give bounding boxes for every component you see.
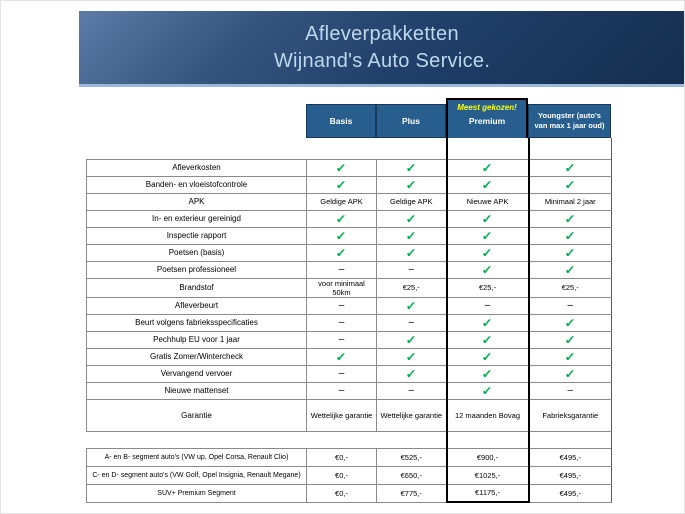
cell xyxy=(529,314,612,331)
check-icon: ✓ xyxy=(481,211,494,226)
cell-text: €900,- xyxy=(447,448,529,466)
check-icon: ✓ xyxy=(335,211,348,226)
check-icon: ✓ xyxy=(564,245,576,260)
check-icon: ✓ xyxy=(564,211,576,226)
check-icon: ✓ xyxy=(405,177,417,192)
cell xyxy=(307,159,377,176)
cell-text: €25,- xyxy=(377,278,447,297)
cell xyxy=(307,382,377,399)
row-label: A- en B- segment auto's (VW up, Opel Corsa, Renault Clio) xyxy=(87,448,307,466)
cell xyxy=(377,176,447,193)
cell-text: Wettelijke garantie xyxy=(307,399,377,431)
cell-text: Fabrieksgarantie xyxy=(529,399,612,431)
dash-icon: – xyxy=(567,384,574,396)
cell-text: €650,- xyxy=(377,466,447,484)
spacer-cell xyxy=(447,431,529,448)
cell xyxy=(447,227,529,244)
check-icon: ✓ xyxy=(481,228,494,243)
cell-text: Minimaal 2 jaar xyxy=(529,193,612,210)
feature-row xyxy=(87,331,612,348)
row-label: Poetsen professioneel xyxy=(87,261,307,278)
spacer-cell xyxy=(87,431,307,448)
spacer-cell xyxy=(87,138,307,159)
price-row xyxy=(87,448,612,466)
banner-title-line1: Afleverpakketten xyxy=(305,22,459,45)
most-chosen-badge: Meest gekozen! xyxy=(457,103,517,112)
cell xyxy=(377,382,447,399)
check-icon: ✓ xyxy=(564,349,576,364)
check-icon: ✓ xyxy=(481,366,494,381)
check-icon: ✓ xyxy=(564,228,576,243)
cell xyxy=(377,314,447,331)
check-icon: ✓ xyxy=(335,228,348,243)
package-grid xyxy=(86,138,612,503)
cell xyxy=(307,348,377,365)
cell-text: €1175,- xyxy=(447,484,529,502)
cell xyxy=(529,210,612,227)
cell xyxy=(529,244,612,261)
dash-icon: – xyxy=(338,333,345,345)
check-icon: ✓ xyxy=(481,383,494,398)
check-icon: ✓ xyxy=(481,349,494,364)
check-icon: ✓ xyxy=(405,245,417,260)
check-icon: ✓ xyxy=(405,366,417,381)
row-label: Beurt volgens fabrieksspecificaties xyxy=(87,314,307,331)
feature-row xyxy=(87,176,612,193)
check-icon: ✓ xyxy=(405,332,417,347)
check-icon: ✓ xyxy=(481,177,494,192)
check-icon: ✓ xyxy=(564,177,576,192)
cell-text: €1025,- xyxy=(447,466,529,484)
cell-text: voor minimaal 50km xyxy=(307,278,377,297)
cell xyxy=(307,297,377,314)
dash-icon: – xyxy=(408,316,415,328)
feature-row xyxy=(87,399,612,431)
cell xyxy=(377,159,447,176)
cell xyxy=(529,365,612,382)
row-label: Afleverkosten xyxy=(87,159,307,176)
check-icon: ✓ xyxy=(564,160,576,175)
cell xyxy=(377,297,447,314)
feature-row xyxy=(87,159,612,176)
cell-text: Geldige APK xyxy=(377,193,447,210)
cell-text: €0,- xyxy=(307,484,377,502)
cell xyxy=(447,176,529,193)
spacer-row xyxy=(87,431,612,448)
cell xyxy=(447,159,529,176)
price-row xyxy=(87,466,612,484)
cell-text: Nieuwe APK xyxy=(447,193,529,210)
cell xyxy=(529,227,612,244)
banner-title-line2: Wijnand's Auto Service. xyxy=(273,49,491,72)
row-label: Afleverbeurt xyxy=(87,297,307,314)
feature-row xyxy=(87,382,612,399)
spacer-cell xyxy=(307,431,377,448)
row-label: Vervangend vervoer xyxy=(87,365,307,382)
dash-icon: – xyxy=(408,263,415,275)
cell xyxy=(307,244,377,261)
header-corner xyxy=(86,104,306,138)
cell xyxy=(447,314,529,331)
dash-icon: – xyxy=(567,299,574,311)
row-label: Inspectie rapport xyxy=(87,227,307,244)
cell xyxy=(447,348,529,365)
check-icon: ✓ xyxy=(564,262,576,277)
check-icon: ✓ xyxy=(481,315,494,330)
cell xyxy=(307,314,377,331)
cell xyxy=(529,261,612,278)
package-table-body xyxy=(87,138,612,502)
check-icon: ✓ xyxy=(481,160,494,175)
check-icon: ✓ xyxy=(481,245,494,260)
cell xyxy=(377,244,447,261)
price-row xyxy=(87,484,612,502)
cell-text: €775,- xyxy=(377,484,447,502)
cell xyxy=(377,365,447,382)
cell xyxy=(447,210,529,227)
row-label: SUV+ Premium Segment xyxy=(87,484,307,502)
cell xyxy=(307,365,377,382)
feature-row xyxy=(87,244,612,261)
cell-text: €25,- xyxy=(529,278,612,297)
banner xyxy=(79,11,685,87)
cell xyxy=(529,176,612,193)
cell-text: €495,- xyxy=(529,466,612,484)
check-icon: ✓ xyxy=(405,211,417,226)
spacer-cell xyxy=(529,138,612,159)
feature-row xyxy=(87,227,612,244)
spacer-cell xyxy=(377,431,447,448)
row-label: Brandstof xyxy=(87,278,307,297)
row-label: C- en D- segment auto's (VW Golf, Opel Insignia, Renault Megane) xyxy=(87,466,307,484)
check-icon: ✓ xyxy=(564,332,576,347)
cell-text: Wettelijke garantie xyxy=(377,399,447,431)
row-label: Poetsen (basis) xyxy=(87,244,307,261)
package-table xyxy=(86,98,613,503)
cell-text: €0,- xyxy=(307,466,377,484)
row-label: In- en exterieur gereinigd xyxy=(87,210,307,227)
dash-icon: – xyxy=(484,299,491,311)
row-label: Pechhulp EU voor 1 jaar xyxy=(87,331,307,348)
header-plus: Plus xyxy=(376,104,446,138)
feature-row xyxy=(87,193,612,210)
row-label: Garantie xyxy=(87,399,307,431)
feature-row xyxy=(87,297,612,314)
cell-text: 12 maanden Bovag xyxy=(447,399,529,431)
spacer-cell xyxy=(529,431,612,448)
feature-row xyxy=(87,278,612,297)
row-label: APK xyxy=(87,193,307,210)
cell xyxy=(377,348,447,365)
cell xyxy=(307,227,377,244)
dash-icon: – xyxy=(338,316,345,328)
cell-text: €25,- xyxy=(447,278,529,297)
cell xyxy=(447,297,529,314)
dash-icon: – xyxy=(338,384,345,396)
spacer-row xyxy=(87,138,612,159)
check-icon: ✓ xyxy=(405,349,417,364)
cell-text: €495,- xyxy=(529,448,612,466)
feature-row xyxy=(87,261,612,278)
cell xyxy=(529,382,612,399)
spacer-cell xyxy=(447,138,529,159)
cell xyxy=(307,261,377,278)
cell xyxy=(447,331,529,348)
dash-icon: – xyxy=(338,299,345,311)
cell xyxy=(377,331,447,348)
header-basis: Basis xyxy=(306,104,376,138)
cell xyxy=(447,365,529,382)
cell xyxy=(447,382,529,399)
dash-icon: – xyxy=(338,263,345,275)
feature-row xyxy=(87,365,612,382)
cell-text: €495,- xyxy=(529,484,612,502)
feature-row xyxy=(87,348,612,365)
dash-icon: – xyxy=(408,384,415,396)
check-icon: ✓ xyxy=(481,262,494,277)
check-icon: ✓ xyxy=(405,298,417,313)
cell xyxy=(307,210,377,227)
check-icon: ✓ xyxy=(564,315,576,330)
cell-text: Geldige APK xyxy=(307,193,377,210)
check-icon: ✓ xyxy=(564,366,576,381)
check-icon: ✓ xyxy=(335,245,348,260)
cell xyxy=(447,244,529,261)
cell xyxy=(377,227,447,244)
header-premium-label: Premium xyxy=(468,116,506,126)
cell xyxy=(529,331,612,348)
row-label: Banden- en vloeistofcontrole xyxy=(87,176,307,193)
row-label: Gratis Zomer/Wintercheck xyxy=(87,348,307,365)
cell xyxy=(529,297,612,314)
row-label: Nieuwe mattenset xyxy=(87,382,307,399)
check-icon: ✓ xyxy=(335,160,348,175)
cell xyxy=(307,331,377,348)
header-premium xyxy=(446,98,528,138)
cell xyxy=(307,176,377,193)
table-header-row xyxy=(86,98,611,138)
feature-row xyxy=(87,210,612,227)
cell xyxy=(529,159,612,176)
cell xyxy=(447,261,529,278)
cell-text: €525,- xyxy=(377,448,447,466)
cell-text: €0,- xyxy=(307,448,377,466)
dash-icon: – xyxy=(338,367,345,379)
spacer-cell xyxy=(377,138,447,159)
check-icon: ✓ xyxy=(481,332,494,347)
spacer-cell xyxy=(307,138,377,159)
check-icon: ✓ xyxy=(335,177,348,192)
feature-row xyxy=(87,314,612,331)
check-icon: ✓ xyxy=(405,228,417,243)
header-youngster: Youngster (auto's van max 1 jaar oud) xyxy=(528,104,611,138)
check-icon: ✓ xyxy=(335,349,348,364)
cell xyxy=(377,210,447,227)
check-icon: ✓ xyxy=(405,160,417,175)
cell xyxy=(529,348,612,365)
cell xyxy=(377,261,447,278)
